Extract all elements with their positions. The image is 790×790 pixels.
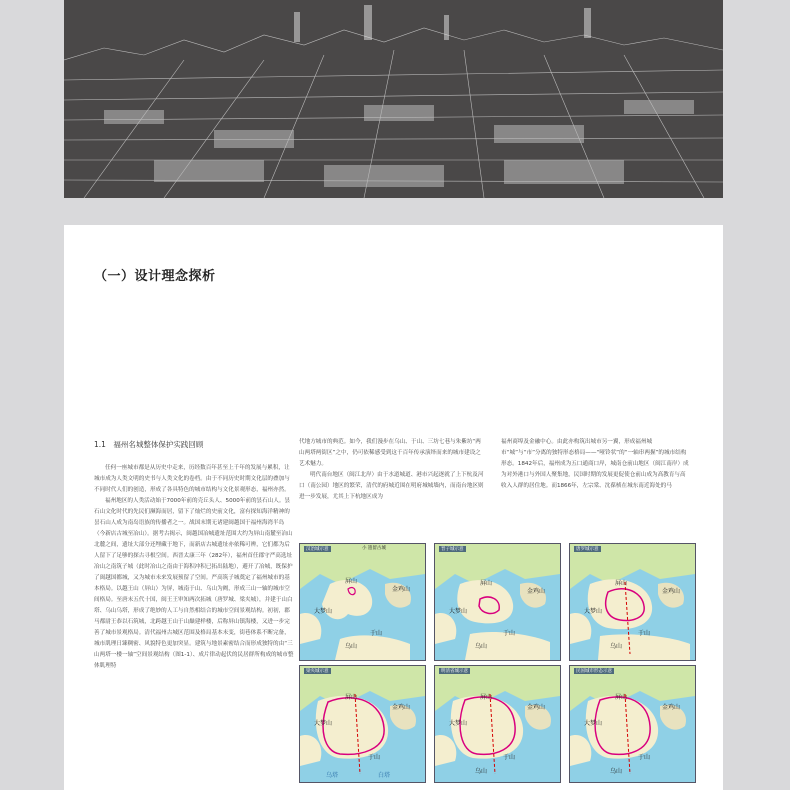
place-label: 屏山 (345, 694, 358, 701)
place-label: 屏山 (480, 694, 493, 701)
place-label: 大梦山 (584, 608, 603, 615)
text-column-2 (299, 437, 485, 503)
place-label: 大梦山 (584, 720, 603, 727)
place-label: 金鸡山 (527, 704, 546, 711)
map-label: 汉冶城示意 (306, 547, 329, 552)
map-label: 民国城市形态示意 (576, 669, 612, 674)
map-ming-qing-city (434, 665, 561, 783)
place-label: 屏山 (615, 694, 628, 701)
map-jin-zicheng (434, 543, 561, 661)
paragraph: 福州商埠及金融中心。由此亦构筑出城市另一翼，形成福州城市“城”与“市”分离的独特形态格局——“哑铃状”的“一轴串两握”的城市结构形态。1842年后，福州成为五口通商口岸，城南仓前山地区（闽江南岸）成为对外港口与外国人聚集地，民国时期的发展更促使仓前山成为高教育与高收入人群的居住地。而1866年，左宗棠、沈葆桢在城东南近海处的马 (501, 439, 689, 489)
map-liang-jiacheng (299, 665, 426, 783)
city-rooftops-photo (64, 0, 723, 198)
paragraph: 明代南台地区（闽江北岸）由于水道城道、港市兴起逐就了上下杭及河口（南公园）地区的繁荣，清代的府城近围在明府城城墙内，而南台地区则进一步发展，尤其上下杭地区成为 (299, 472, 484, 500)
text-column-1 (94, 463, 294, 672)
map-label: 梁夹城示意 (306, 669, 329, 674)
section-title: （一）设计理念探析 (94, 269, 216, 284)
place-label: 乌山 (475, 768, 488, 775)
place-label: 乌山 (610, 643, 623, 650)
map-label: 明清省城示意 (441, 669, 468, 674)
place-label: 于山 (368, 754, 381, 761)
document-page (64, 225, 723, 790)
place-label: 大梦山 (449, 608, 468, 615)
text-column-3 (501, 437, 691, 492)
place-label: 屏山 (615, 580, 628, 587)
place-label: 于山 (503, 630, 516, 637)
map-label: 唐罗城示意 (576, 547, 599, 552)
place-label: 屏山 (480, 580, 493, 587)
place-label: 乌山 (345, 643, 358, 650)
place-label: 于山 (370, 630, 383, 637)
place-label: 乌塔 (326, 772, 339, 779)
rooftops-illustration (64, 0, 723, 198)
paragraph: 福州地区的人类活动始于7000年前的壳丘头人、5000年前的昙石山人。昙石山文化时代的先民们濒海而居，留下了灿烂的史前文化，富有探知海洋精神的昙石山人成为南岛语族的传播者之一。战国末期无诸建闽越国于福州海湾半岛（今新店古城至冶山）。据考古揭示，闽越国冶城遗址范围大约为屏山南麓至冶山北麓之间，遗址大部分还埋藏于地下，而新店古城遗址亦依稀可辨，它们都为后人留下了足够的探古寻根空间。西晋太康三年（282年），福州首任郡守严高选址冶山之南筑子城（此时冶山之南由于海积冲积已拓出陆地），避开了冶城，既保护了闽越国都城，又为城市未来发展预留了空间。严高筑子城奠定了福州城市的基本格局。以越王山（屏山）为屏，城南于山、乌山为阙，形成三山一轴的城市空间格局。至唐末五代十国，闽王王审知两次拓城（唐罗城、梁夹城），并建于山白塔、乌山乌塔，形成了绝妙的人工与自然相结合的城市空间景观结构。初初，郡马都尉王恭以石筑城，北跨越王山于山巅建样楼，后称屏山镇海楼，又进一步完善了城市景观格局。清代福州古城区范围及格局基本未变，街巷体系不断完备，城市肌理日臻稠密、风貌特色更加突显。建筑与地景素密结合而形成独特的由“三山两塔一楼一轴”空间景观结构（图1-1）、成片律动起伏的民居群所构成的城市整体肌理特 (94, 498, 294, 669)
map-tang-luocheng (569, 543, 696, 661)
place-label: 乌山 (610, 768, 623, 775)
place-label: 于山 (638, 630, 651, 637)
place-label: 于山 (503, 754, 516, 761)
place-label: 于山 (638, 754, 651, 761)
sub-heading: 1.1 福州名城整体保护实践回顾 (94, 440, 204, 449)
place-label: 金鸡山 (662, 704, 681, 711)
map-han-yecheng (299, 543, 426, 661)
place-label: 金鸡山 (527, 588, 546, 595)
place-label: 金鸡山 (392, 704, 411, 711)
place-label: 大梦山 (449, 720, 468, 727)
paragraph: 代地方城市的典范。如今，我们漫步在乌山、于山、三坊七巷与朱紫坊“两山两塔两街区”之中，仍可依稀感受到这千百年传承演绎而来的城市建设之艺术魅力。 (299, 439, 481, 467)
place-label: 大梦山 (314, 608, 333, 615)
place-label: 大梦山 (314, 720, 333, 727)
place-label: 金鸡山 (392, 586, 411, 593)
map-republic-era (569, 665, 696, 783)
place-label: 金鸡山 (662, 588, 681, 595)
city-evolution-maps (299, 543, 694, 790)
place-label: 屏山 (345, 578, 358, 585)
place-label: 乌山 (475, 643, 488, 650)
paragraph: 任何一座城市都是从历史中走来，历经数百年甚至上千年的发展与累积，让城市成为人类文明的史书与人类文化的卷档。由于不同历史时期文化层的叠加与不同时代人们的创造，形成了各具特色的城市结构与文化景观形态，福州亦然。 (94, 465, 290, 493)
map-label: 晋子城示意 (441, 547, 464, 552)
place-label: 白塔 (378, 772, 391, 779)
map-legend: 小 遗留古城 (362, 546, 386, 551)
